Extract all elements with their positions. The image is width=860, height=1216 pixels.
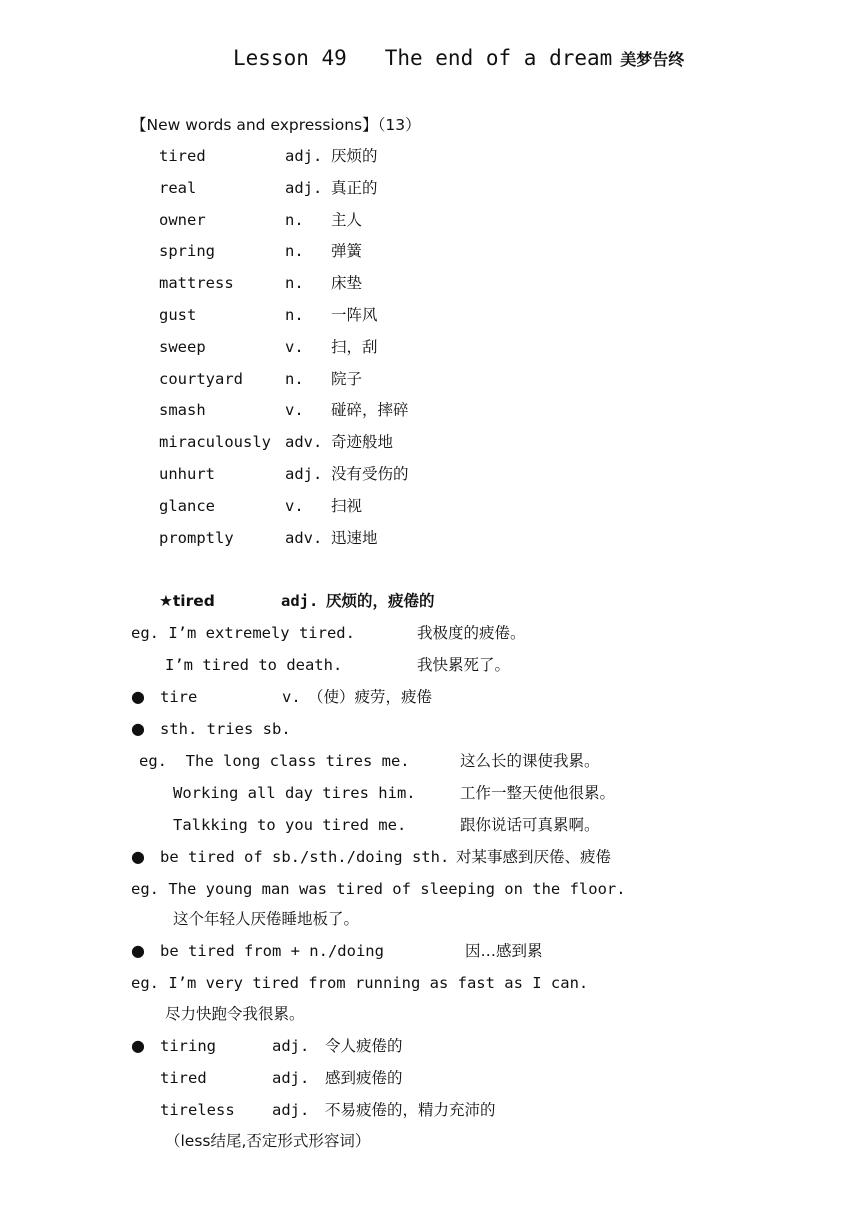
bullet-meaning: 对某事感到厌倦、疲倦 — [456, 848, 612, 866]
example-en: eg. The long class tires me. — [139, 752, 410, 770]
bullet-icon: ● — [131, 1036, 145, 1055]
adjective-pos: adj. — [272, 1069, 310, 1087]
title-english: Lesson 49 The end of a dream — [233, 46, 613, 70]
adjective-meaning: 令人疲倦的 — [325, 1037, 403, 1055]
example-en: Working all day tires him. — [173, 784, 416, 802]
example-cn: 跟你说话可真累啊。 — [460, 816, 600, 834]
vocab-word: real — [159, 178, 197, 197]
bullet-icon: ● — [131, 941, 145, 960]
vocab-word: unhurt — [159, 465, 215, 483]
adjective-word: tired — [160, 1069, 207, 1087]
vocab-pos: adv. — [285, 433, 323, 452]
vocab-pos: n. — [285, 242, 304, 261]
vocab-meaning: 碰碎，摔碎 — [331, 401, 409, 420]
vocab-pos: adj. — [285, 465, 323, 483]
vocab-word: mattress — [159, 274, 234, 293]
bullet-text: be tired from + n./doing — [160, 942, 384, 960]
vocab-pos: n. — [285, 306, 304, 324]
focus-word-line — [159, 591, 215, 611]
vocab-pos: v. — [285, 496, 304, 515]
bullet-meaning: （使）疲劳，疲倦 — [308, 688, 433, 706]
vocab-meaning: 真正的 — [331, 178, 378, 197]
bullet-meaning: 因…感到累 — [465, 942, 543, 960]
bullet-pos: v. — [282, 688, 301, 706]
vocab-word: tired — [159, 147, 206, 165]
vocab-pos: n. — [285, 274, 304, 293]
vocab-pos: adv. — [285, 528, 323, 547]
section-heading-text: 【New words and expressions】 — [131, 116, 378, 134]
example-en: I’m tired to death. — [165, 656, 343, 674]
adjective-pos: adj. — [272, 1037, 310, 1055]
bullet-icon: ● — [131, 719, 145, 738]
vocab-word: owner — [159, 210, 206, 229]
vocab-word: sweep — [159, 337, 206, 356]
adjective-meaning: 不易疲倦的，精力充沛的 — [325, 1101, 496, 1119]
vocab-word: smash — [159, 401, 206, 420]
page-title — [233, 48, 684, 70]
bullet-icon: ● — [131, 687, 145, 706]
section-count: （13） — [377, 116, 421, 134]
bullet-icon: ● — [131, 847, 145, 866]
example-en: eg. I’m extremely tired. — [131, 624, 355, 642]
bullet-text: be tired of sb./sth./doing sth. — [160, 848, 450, 866]
example-en: Talkking to you tired me. — [173, 816, 407, 834]
focus-pos: adj. — [281, 592, 319, 610]
vocab-meaning: 弹簧 — [331, 242, 363, 261]
vocab-pos: n. — [285, 369, 304, 388]
vocab-pos: n. — [285, 210, 304, 229]
focus-meaning: 厌烦的，疲倦的 — [326, 592, 435, 610]
example-en: eg. The young man was tired of sleeping on the floor. — [131, 880, 626, 898]
bullet-word: tire — [160, 688, 198, 706]
example-cn: 这么长的课使我累。 — [460, 752, 600, 770]
example-en: eg. I’m very tired from running as fast as I can. — [131, 974, 589, 992]
section-heading — [131, 115, 421, 135]
vocab-meaning: 一阵风 — [331, 306, 378, 324]
vocab-meaning: 奇迹般地 — [331, 433, 394, 452]
example-cn: 工作一整天使他很累。 — [460, 784, 616, 802]
vocab-meaning: 迅速地 — [331, 528, 378, 547]
vocab-pos: v. — [285, 401, 304, 420]
vocab-pos: adj. — [285, 178, 323, 197]
example-cn: 尽力快跑令我很累。 — [165, 1005, 305, 1023]
focus-word: ★tired — [159, 592, 215, 610]
vocab-meaning: 扫视 — [331, 496, 363, 515]
vocab-meaning: 床垫 — [331, 274, 363, 293]
adjective-word: tireless — [160, 1101, 235, 1119]
vocab-word: gust — [159, 306, 197, 324]
example-cn: 这个年轻人厌倦睡地板了。 — [173, 910, 360, 928]
vocab-word: spring — [159, 242, 215, 261]
vocab-meaning: 扫，刮 — [331, 337, 378, 356]
note: （less结尾,否定形式形容词） — [165, 1132, 371, 1150]
vocab-pos: adj. — [285, 147, 323, 165]
title-chinese: 美梦告终 — [620, 50, 685, 69]
vocab-meaning: 主人 — [331, 210, 363, 229]
adjective-pos: adj. — [272, 1101, 310, 1119]
vocab-word: courtyard — [159, 369, 243, 388]
vocab-meaning: 院子 — [331, 369, 363, 388]
bullet-text: sth. tries sb. — [160, 720, 291, 738]
adjective-word: tiring — [160, 1037, 216, 1055]
example-cn: 我极度的疲倦。 — [417, 624, 526, 642]
vocab-meaning: 没有受伤的 — [331, 465, 409, 483]
vocab-word: miraculously — [159, 433, 271, 452]
vocab-meaning: 厌烦的 — [331, 147, 378, 165]
example-cn: 我快累死了。 — [417, 656, 511, 674]
vocab-word: promptly — [159, 528, 234, 547]
vocab-pos: v. — [285, 337, 304, 356]
adjective-meaning: 感到疲倦的 — [325, 1069, 403, 1087]
vocab-word: glance — [159, 496, 215, 515]
